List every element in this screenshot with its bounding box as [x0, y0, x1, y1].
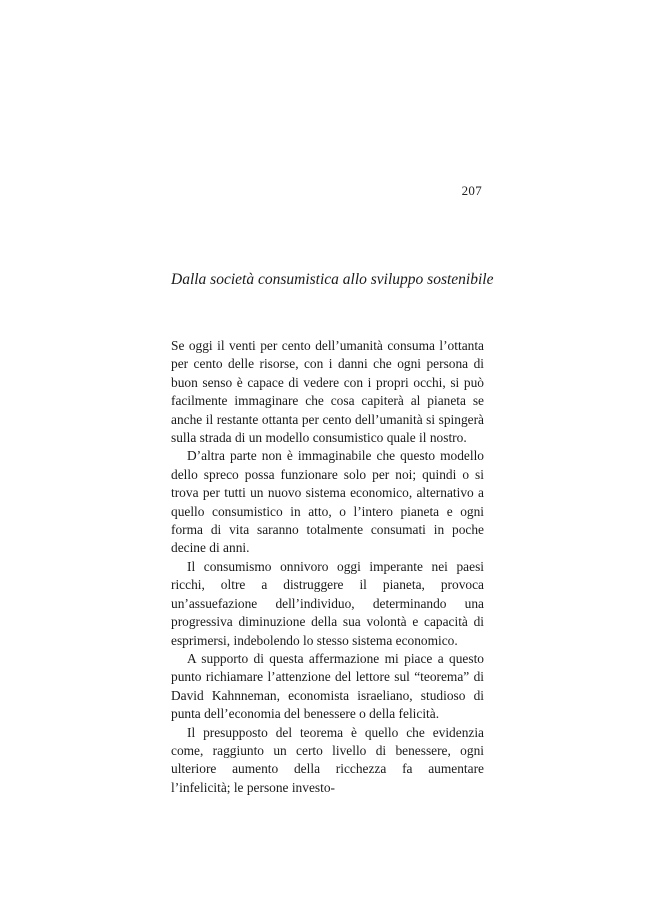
body-text	[171, 337, 484, 797]
paragraph: Il consumismo onnivoro oggi imperante nei paesi ricchi, oltre a distruggere il pianeta, provoca un’assuefazione dell’individuo, determinando una progressiva diminuzione della sua volontà e capacità di esprimersi, indebolendo lo stesso sistema economico.	[171, 558, 484, 648]
chapter-title: Dalla società consumistica allo sviluppo sostenibile	[171, 271, 494, 288]
paragraph: Il presupposto del teorema è quello che evidenzia come, raggiunto un certo livello di benessere, ogni ulteriore aumento della ricchezza fa aumentare l’infelicità; le persone investo-	[171, 724, 484, 795]
paragraph: A supporto di questa affermazione mi piace a questo punto richiamare l’attenzione del lettore sul “teorema” di David Kahnneman, economista israeliano, studioso di punta dell’economia del benessere o della felicità.	[171, 650, 484, 722]
paragraph: Se oggi il venti per cento dell’umanità consuma l’ottanta per cento delle risorse, con i danni che ogni persona di buon senso è capace di vedere con i propri occhi, si può facilmente immaginare che cosa capiterà al pianeta se anche il restante ottanta per cento dell’umanità si spingerà sulla strada di un modello consumistico quale il nostro.	[171, 338, 484, 446]
paragraph: D’altra parte non è immaginabile che questo modello dello spreco possa funzionare solo per noi; quindi o si trova per tutti un nuovo sistema economico, alternativo a quello consumistico in atto, o l’intero pianeta e ogni forma di vita saranno totalmente consumati in poche decine di anni.	[171, 448, 484, 556]
page-number: 207	[461, 183, 482, 198]
